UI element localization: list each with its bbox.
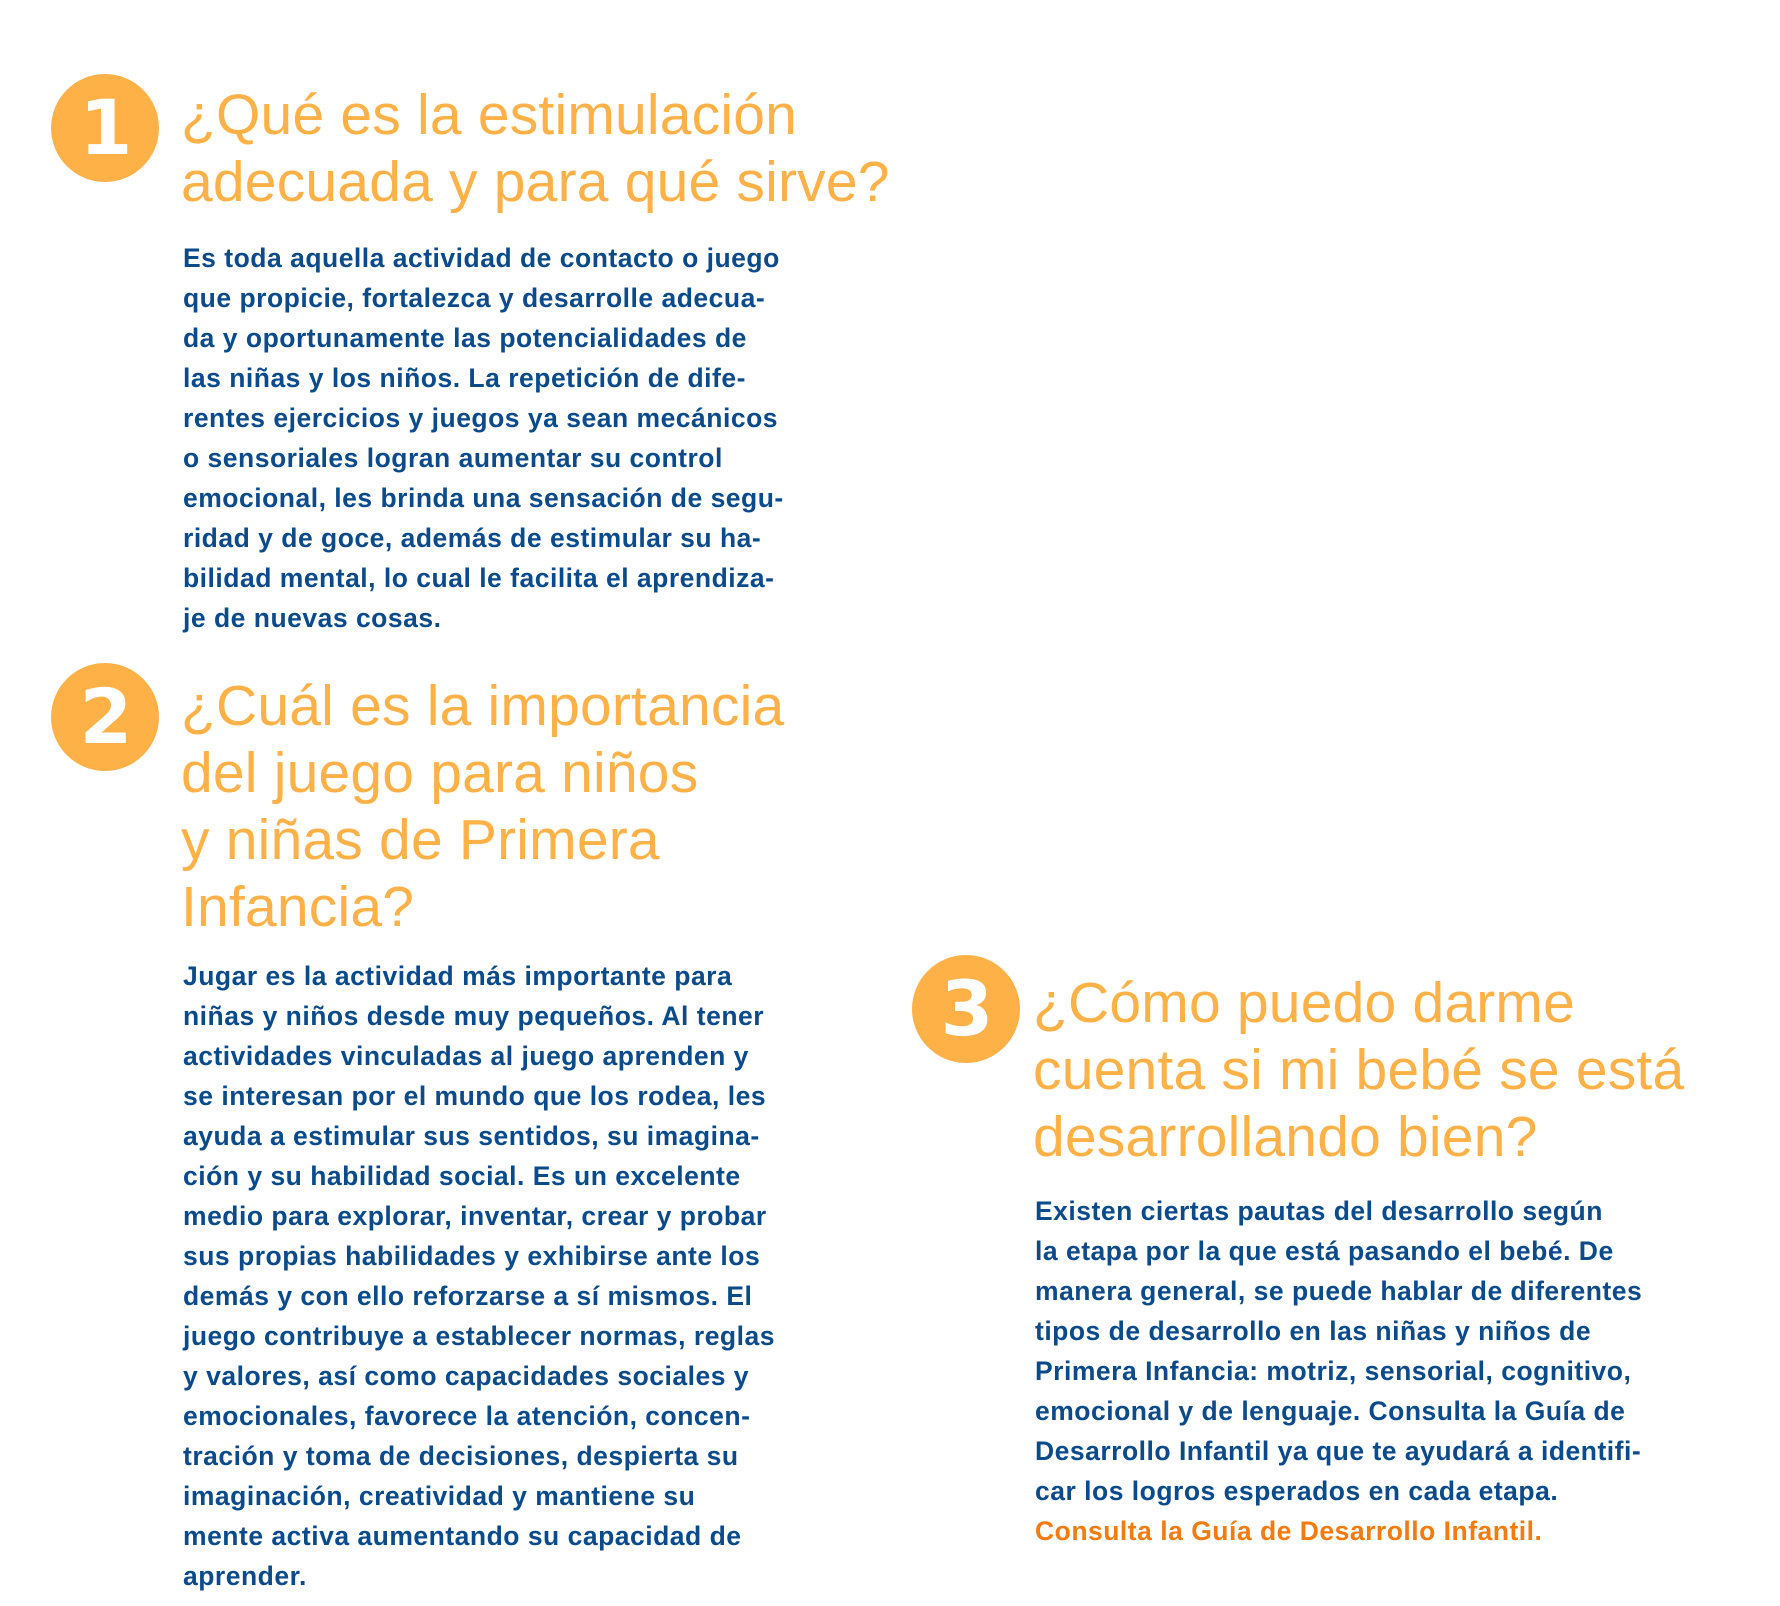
- number-badge-2: 2: [51, 663, 159, 771]
- heading-line: ¿Cómo puedo darme: [1033, 971, 1576, 1035]
- number-badge-1: 1: [51, 74, 159, 182]
- body-line: se interesan por el mundo que los rodea, les: [183, 1081, 767, 1111]
- body-line: demás y con ello reforzarse a sí mismos. El: [183, 1281, 753, 1311]
- body-line: Es toda aquella actividad de contacto o juego: [183, 243, 780, 273]
- heading-line: ¿Qué es la estimulación: [181, 83, 798, 147]
- heading-line: adecuada y para qué sirve?: [181, 150, 890, 214]
- section-3-body: [1035, 1191, 1642, 1551]
- section-1-heading: [181, 82, 890, 216]
- section-2-heading: [181, 673, 784, 941]
- body-line: bilidad mental, lo cual le facilita el aprendiza-: [183, 563, 775, 593]
- body-line: emocional, les brinda una sensación de segu-: [183, 483, 784, 513]
- body-line: niñas y niños desde muy pequeños. Al tener: [183, 1001, 765, 1031]
- body-line: je de nuevas cosas.: [183, 603, 442, 633]
- body-line: actividades vinculadas al juego aprenden y: [183, 1041, 749, 1071]
- body-line: que propicie, fortalezca y desarrolle adecua-: [183, 283, 766, 313]
- guia-desarrollo-infantil-link[interactable]: Consulta la Guía de Desarrollo Infantil.: [1035, 1516, 1543, 1546]
- number-badge-3: 3: [912, 955, 1020, 1063]
- heading-line: ¿Cuál es la importancia: [181, 674, 785, 738]
- body-line: imaginación, creatividad y mantiene su: [183, 1481, 696, 1511]
- heading-line: y niñas de Primera: [181, 808, 660, 872]
- heading-line: Infancia?: [181, 875, 415, 939]
- heading-line: desarrollando bien?: [1033, 1105, 1538, 1169]
- section-1-body: [183, 238, 784, 638]
- body-line: manera general, se puede hablar de diferentes: [1035, 1276, 1643, 1306]
- body-line: ridad y de goce, además de estimular su ha-: [183, 523, 762, 553]
- body-line: o sensoriales logran aumentar su control: [183, 443, 723, 473]
- section-2-body: [183, 956, 775, 1596]
- body-line: ción y su habilidad social. Es un excelente: [183, 1161, 741, 1191]
- body-line: emocionales, favorece la atención, concen-: [183, 1401, 751, 1431]
- body-line: medio para explorar, inventar, crear y probar: [183, 1201, 767, 1231]
- body-line: las niñas y los niños. La repetición de dife-: [183, 363, 746, 393]
- body-line: rentes ejercicios y juegos ya sean mecánicos: [183, 403, 778, 433]
- heading-line: del juego para niños: [181, 741, 699, 805]
- body-line: Existen ciertas pautas del desarrollo según: [1035, 1196, 1603, 1226]
- body-line: aprender.: [183, 1561, 307, 1591]
- section-3-heading: [1033, 970, 1684, 1171]
- body-line: Jugar es la actividad más importante para: [183, 961, 733, 991]
- body-line: sus propias habilidades y exhibirse ante los: [183, 1241, 761, 1271]
- body-line: Primera Infancia: motriz, sensorial, cognitivo,: [1035, 1356, 1632, 1386]
- body-line: y valores, así como capacidades sociales y: [183, 1361, 750, 1391]
- body-line: tipos de desarrollo en las niñas y niños de: [1035, 1316, 1592, 1346]
- body-line: tración y toma de decisiones, despierta su: [183, 1441, 739, 1471]
- body-line: Desarrollo Infantil ya que te ayudará a identifi-: [1035, 1436, 1642, 1466]
- body-line: ayuda a estimular sus sentidos, su imagina-: [183, 1121, 760, 1151]
- body-line: da y oportunamente las potencialidades de: [183, 323, 747, 353]
- body-line: la etapa por la que está pasando el bebé. De: [1035, 1236, 1614, 1266]
- body-line: car los logros esperados en cada etapa.: [1035, 1476, 1559, 1506]
- heading-line: cuenta si mi bebé se está: [1033, 1038, 1685, 1102]
- body-line: emocional y de lenguaje. Consulta la Guía de: [1035, 1396, 1626, 1426]
- body-line: mente activa aumentando su capacidad de: [183, 1521, 742, 1551]
- body-line: juego contribuye a establecer normas, reglas: [183, 1321, 775, 1351]
